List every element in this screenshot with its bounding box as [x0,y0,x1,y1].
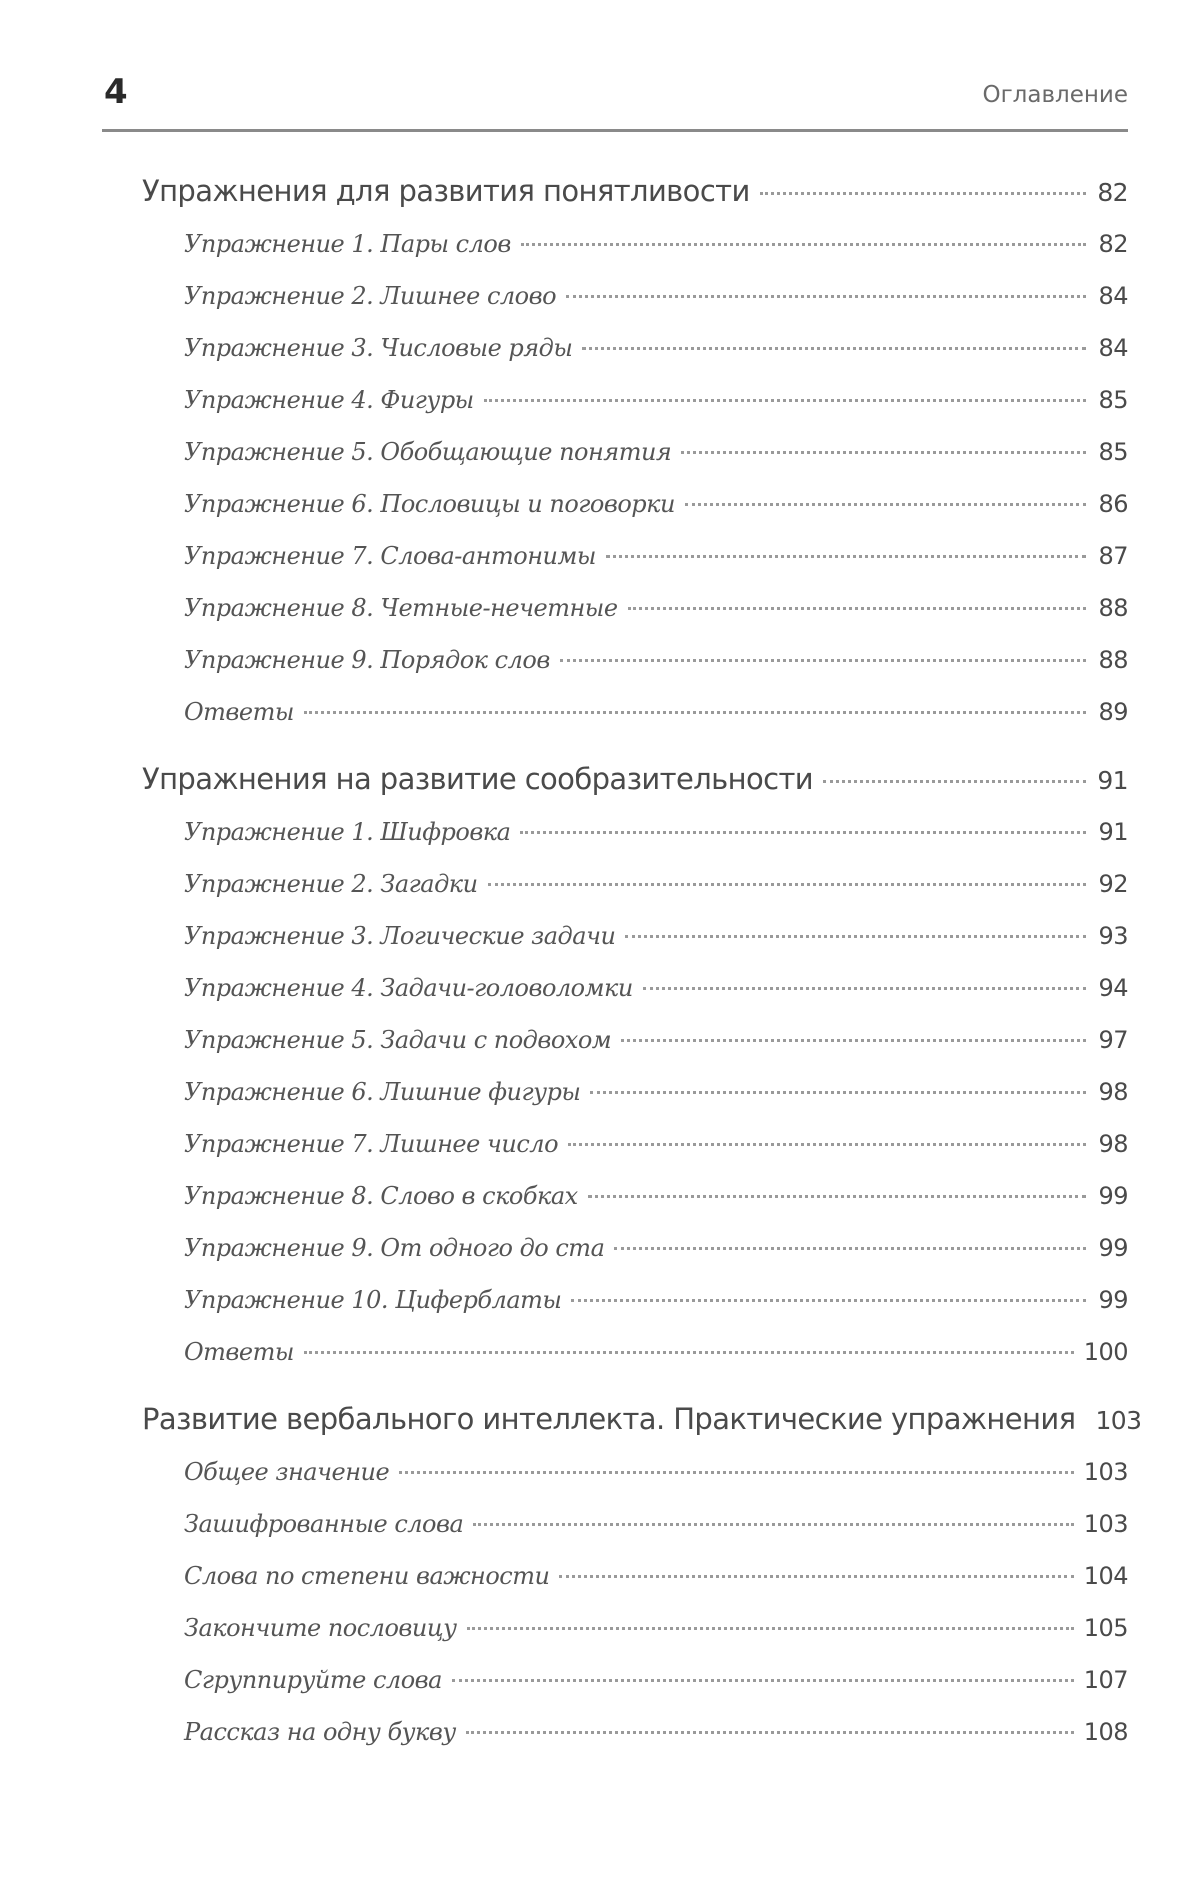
toc-entry[interactable] [142,1286,1128,1338]
toc-entry-title: Упражнение 2. Загадки [184,870,478,898]
toc-entry[interactable] [142,1666,1128,1718]
toc-page-number: 88 [1098,594,1128,622]
toc-entry-title: Упражнение 3. Числовые ряды [184,334,573,362]
toc-entry-title: Общее значение [184,1458,390,1486]
toc-entry-title: Упражнение 5. Задачи с подвохом [184,1026,612,1054]
toc-page-number: 94 [1098,974,1128,1002]
dot-leader [521,243,1086,246]
dot-leader [643,987,1086,990]
dot-leader [559,1575,1073,1578]
toc-entry-title: Упражнение 7. Лишнее число [184,1130,559,1158]
toc-page-number: 108 [1083,1718,1128,1746]
toc-page-number: 93 [1098,922,1128,950]
toc-page-number: 91 [1098,818,1128,846]
toc-page-number: 91 [1097,766,1128,795]
toc-entry[interactable] [142,818,1128,870]
toc-page-number: 92 [1098,870,1128,898]
dot-leader [484,399,1086,402]
toc-entry-title: Упражнение 2. Лишнее слово [184,282,557,310]
dot-leader [588,1195,1086,1198]
toc-entry[interactable] [142,438,1128,490]
toc-entry[interactable] [142,1458,1128,1510]
toc-entry-title: Упражнение 1. Пары слов [184,230,511,258]
toc-entry-title: Упражнение 5. Обобщающие понятия [184,438,672,466]
dot-leader [473,1523,1073,1526]
toc-entry[interactable] [142,974,1128,1026]
toc-entry-title: Упражнение 4. Фигуры [184,386,474,414]
dot-leader [681,451,1086,454]
page-header [102,60,1128,132]
running-head: Оглавление [982,82,1128,108]
toc-entry-title: Слова по степени важности [184,1562,550,1590]
toc-section-title: Упражнения для развития понятливости [142,174,750,208]
toc-page-number: 105 [1083,1614,1128,1642]
dot-leader [566,295,1086,298]
toc-entry[interactable] [142,698,1128,750]
toc-page-number: 98 [1098,1078,1128,1106]
toc-page-number: 89 [1098,698,1128,726]
toc-entry-title: Упражнение 8. Четные-нечетные [184,594,618,622]
toc-entry-title: Упражнение 6. Пословицы и поговорки [184,490,675,518]
dot-leader [621,1039,1086,1042]
dot-leader [628,607,1086,610]
dot-leader [488,883,1086,886]
toc-section [142,174,1128,750]
toc-entry-title: Ответы [184,1338,294,1366]
toc-entry[interactable] [142,1718,1128,1770]
dot-leader [452,1679,1074,1682]
toc-entry[interactable] [142,1510,1128,1562]
dot-leader [614,1247,1086,1250]
toc-entry-title: Упражнение 9. Порядок слов [184,646,550,674]
table-of-contents [142,174,1142,1782]
toc-entry[interactable] [142,1026,1128,1078]
dot-leader [560,659,1086,662]
toc-entry[interactable] [142,1614,1128,1666]
toc-entry-title: Упражнение 3. Логические задачи [184,922,616,950]
toc-entry[interactable] [142,1078,1128,1130]
toc-entry[interactable] [142,386,1128,438]
toc-entry-title: Упражнение 9. От одного до ста [184,1234,605,1262]
toc-page-number: 87 [1098,542,1128,570]
dot-leader [466,1731,1074,1734]
toc-entry-title: Упражнение 7. Слова-антонимы [184,542,596,570]
dot-leader [823,780,1086,783]
dot-leader [625,935,1086,938]
toc-section [142,1402,1142,1770]
toc-page-number: 99 [1098,1234,1128,1262]
dot-leader [467,1627,1074,1630]
toc-entry[interactable] [142,334,1128,386]
dot-leader [568,1143,1086,1146]
dot-leader [760,192,1086,195]
toc-page-number: 103 [1095,1406,1142,1435]
toc-page-number: 100 [1083,1338,1128,1366]
toc-page-number: 88 [1098,646,1128,674]
toc-entry[interactable] [142,1338,1128,1390]
toc-page-number: 82 [1097,178,1128,207]
toc-section-heading[interactable] [142,1402,1142,1458]
toc-page-number: 104 [1083,1562,1128,1590]
toc-entry[interactable] [142,542,1128,594]
toc-page-number: 84 [1098,282,1128,310]
toc-section-title: Упражнения на развитие сообразительности [142,762,814,796]
dot-leader [304,711,1086,714]
dot-leader [606,555,1086,558]
toc-section-heading[interactable] [142,762,1128,818]
toc-entry-title: Закончите пословицу [184,1614,457,1642]
toc-entry-title: Сгруппируйте слова [184,1666,442,1694]
toc-entry-title: Упражнение 10. Циферблаты [184,1286,562,1314]
toc-entry-title: Рассказ на одну букву [184,1718,456,1746]
toc-entry-title: Зашифрованные слова [184,1510,464,1538]
toc-section-heading[interactable] [142,174,1128,230]
dot-leader [685,503,1086,506]
toc-page-number: 82 [1098,230,1128,258]
toc-page-number: 85 [1098,438,1128,466]
dot-leader [520,831,1086,834]
toc-entry[interactable] [142,1234,1128,1286]
toc-page-number: 84 [1098,334,1128,362]
toc-entry-title: Упражнение 4. Задачи-головоломки [184,974,633,1002]
dot-leader [571,1299,1086,1302]
toc-page-number: 107 [1083,1666,1128,1694]
toc-page-number: 86 [1098,490,1128,518]
toc-section-title: Развитие вербального интеллекта. Практические упражнения [142,1402,1076,1436]
dot-leader [304,1351,1074,1354]
toc-entry[interactable] [142,1130,1128,1182]
toc-entry-title: Упражнение 8. Слово в скобках [184,1182,578,1210]
toc-page-number: 103 [1083,1458,1128,1486]
toc-page-number: 99 [1098,1286,1128,1314]
toc-page-number: 97 [1098,1026,1128,1054]
dot-leader [590,1091,1086,1094]
toc-entry[interactable] [142,646,1128,698]
toc-page-number: 98 [1098,1130,1128,1158]
toc-entry[interactable] [142,490,1128,542]
toc-entry[interactable] [142,1182,1128,1234]
toc-entry[interactable] [142,282,1128,334]
toc-page-number: 99 [1098,1182,1128,1210]
toc-entry-title: Ответы [184,698,294,726]
toc-entry[interactable] [142,870,1128,922]
dot-leader [582,347,1086,350]
toc-entry[interactable] [142,1562,1128,1614]
toc-entry[interactable] [142,230,1128,282]
toc-entry[interactable] [142,922,1128,974]
toc-entry-title: Упражнение 6. Лишние фигуры [184,1078,581,1106]
page-number: 4 [104,72,128,112]
toc-section [142,762,1128,1390]
toc-entry-title: Упражнение 1. Шифровка [184,818,511,846]
dot-leader [399,1471,1073,1474]
toc-entry[interactable] [142,594,1128,646]
toc-page-number: 85 [1098,386,1128,414]
toc-page-number: 103 [1083,1510,1128,1538]
